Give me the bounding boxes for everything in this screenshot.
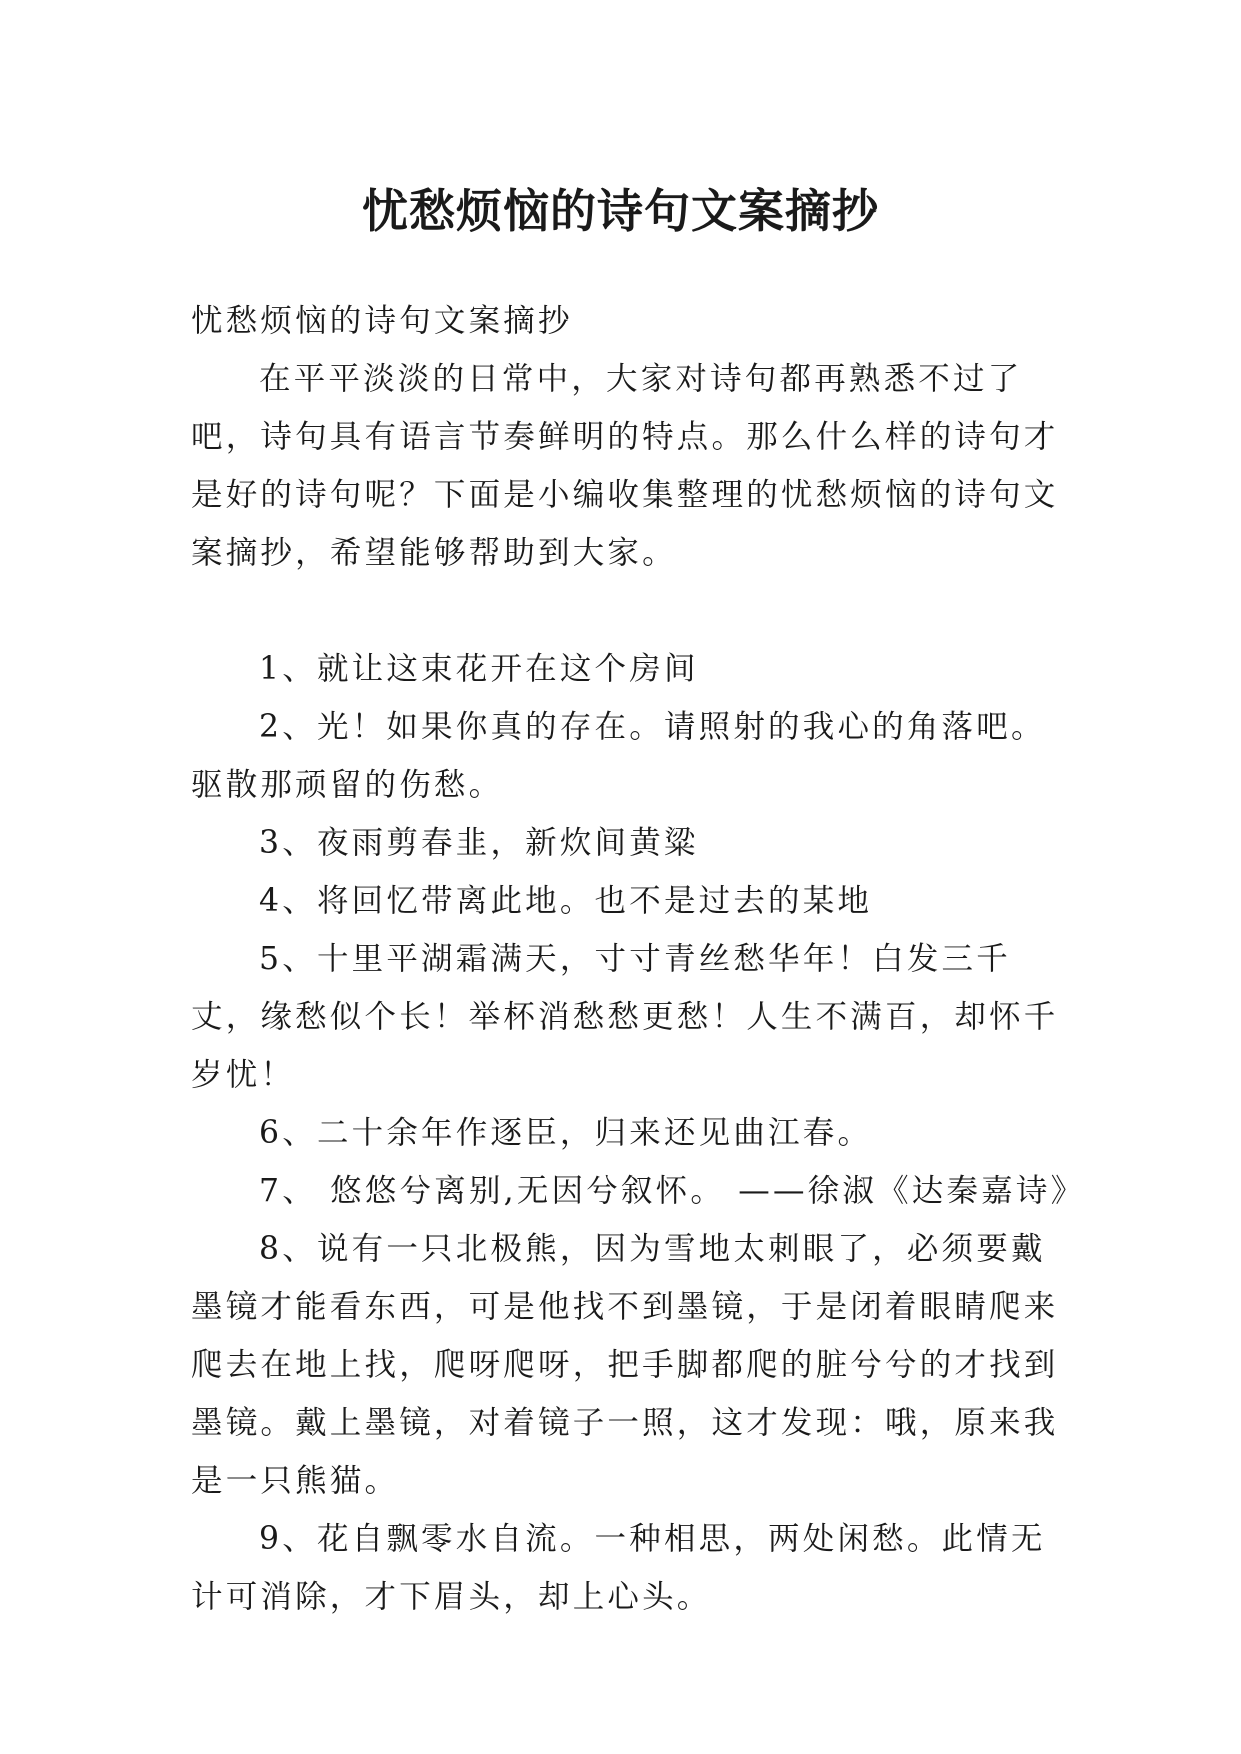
document-subtitle: 忧愁烦恼的诗句文案摘抄 — [191, 303, 573, 339]
list-item: 1、就让这束花开在这个房间 — [259, 651, 699, 687]
list-item: 9、花自飘零水自流。一种相思，两处闲愁。此情无计可消除，才下眉头，却上心头。 — [191, 1521, 1046, 1615]
document-title: 忧愁烦恼的诗句文案摘抄 — [362, 183, 879, 238]
list-item: 7、 悠悠兮离别,无因兮叙怀。 ——徐淑《达秦嘉诗》 — [259, 1173, 1086, 1209]
list-item: 3、夜雨剪春韭，新炊间黄粱 — [259, 825, 699, 861]
list-item: 8、说有一只北极熊，因为雪地太刺眼了，必须要戴墨镜才能看东西，可是他找不到墨镜，于是闭着眼睛爬来爬去在地上找，爬呀爬呀，把手脚都爬的脏兮兮的才找到墨镜。戴上墨镜，对着镜子一照，这才发现：哦，原来我是一只熊猫。 — [191, 1231, 1059, 1499]
list-item: 5、十里平湖霜满天，寸寸青丝愁华年！白发三千丈，缘愁似个长！举杯消愁愁更愁！人生不满百，却怀千岁忧！ — [191, 941, 1059, 1093]
list-item: 2、光！如果你真的存在。请照射的我心的角落吧。驱散那顽留的伤愁。 — [191, 709, 1046, 803]
list-item: 4、将回忆带离此地。也不是过去的某地 — [259, 883, 873, 919]
document-body — [191, 292, 1086, 1626]
intro-paragraph: 在平平淡淡的日常中，大家对诗句都再熟悉不过了吧，诗句具有语言节奏鲜明的特点。那么什么样的诗句才是好的诗句呢？下面是小编收集整理的忧愁烦恼的诗句文案摘抄，希望能够帮助到大家。 — [191, 361, 1059, 571]
list-item: 6、二十余年作逐臣，归来还见曲江春。 — [259, 1115, 873, 1151]
